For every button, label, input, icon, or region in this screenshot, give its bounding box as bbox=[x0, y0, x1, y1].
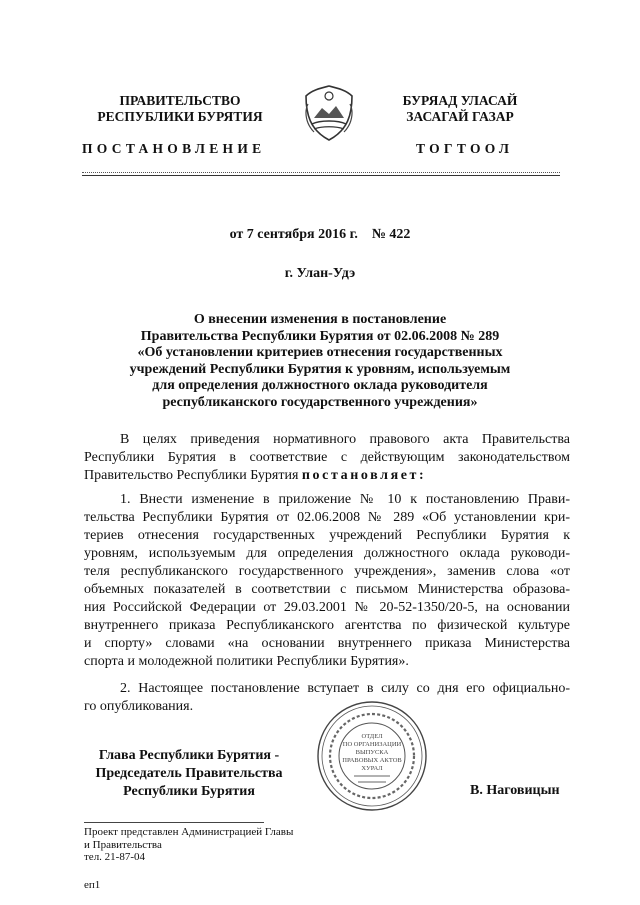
preamble-line bbox=[84, 467, 570, 485]
footer-line: и Правительства bbox=[84, 838, 162, 851]
item-1-line: и спорту» словами «на основании внутреннего приказа Министерства bbox=[84, 636, 570, 651]
seal-text-line: ВЫПУСКА bbox=[355, 749, 389, 756]
header-dotted-rule bbox=[82, 172, 560, 173]
item-1-line: теля республиканского государственного учреждения», заменив слова «от bbox=[84, 564, 570, 579]
signatory-title bbox=[84, 747, 294, 801]
signatory-title-line: Председатель Правительства bbox=[95, 766, 283, 781]
item-1-line: объемных показателей в соответствии с письмом Министерства образова- bbox=[84, 582, 570, 597]
item-1-line: териев отнесения государственных учреждений Республики Бурятия к bbox=[84, 528, 570, 543]
item-1-line: 1. Внести изменение в приложение № 10 к постановлению Прави- bbox=[120, 492, 570, 507]
preamble-line: Республики Бурятия в соответствие с действующим законодательством bbox=[84, 450, 570, 465]
header-right-line2: ЗАСАГАЙ ГАЗАР bbox=[406, 109, 514, 124]
header-left-line1: ПРАВИТЕЛЬСТВО bbox=[119, 93, 241, 108]
official-seal-stamp bbox=[316, 700, 428, 812]
header-right-line1: БУРЯАД УЛАСАЙ bbox=[402, 93, 518, 108]
item-1-line: уровням, используемым для определения должностного оклада руководи- bbox=[84, 546, 570, 561]
seal-text-line: ХУРАЛ bbox=[361, 765, 383, 772]
document-code: еп1 bbox=[84, 879, 101, 891]
item-1-line: ния Российской Федерации от 29.03.2001 № 20-52-1350/20-5, на основании bbox=[84, 600, 570, 615]
item-1-paragraph bbox=[84, 491, 570, 671]
item-2-line: го опубликования. bbox=[84, 699, 194, 714]
seal-text-line: ПРАВОВЫХ АКТОВ bbox=[342, 757, 402, 764]
decree-title bbox=[100, 312, 540, 411]
item-1-line: тельства Республики Бурятия от 02.06.2008 № 289 «Об установлении кри- bbox=[84, 510, 570, 525]
footer-note bbox=[84, 826, 293, 864]
header-right-block bbox=[360, 93, 560, 125]
seal-text-line: ПО ОРГАНИЗАЦИИ bbox=[342, 741, 402, 748]
decree-title-bua: ТОГТООЛ bbox=[416, 141, 514, 156]
signatory-name: В. Наговицын bbox=[470, 783, 560, 798]
title-line: «Об установлении критериев отнесения государственных bbox=[137, 345, 503, 360]
signatory-title-line: Республики Бурятия bbox=[123, 784, 255, 799]
footer-line: Проект представлен Администрацией Главы bbox=[84, 826, 294, 838]
decree-date-number: от 7 сентября 2016 г. № 422 bbox=[229, 227, 411, 242]
preamble-line: В целях приведения нормативного правового акта Правительства bbox=[120, 432, 570, 447]
footer-phone: тел. 21-87-04 bbox=[84, 851, 146, 863]
title-line: О внесении изменения в постановление bbox=[193, 312, 447, 327]
title-line: республиканского государственного учреждения» bbox=[162, 394, 478, 410]
item-1-line: спорта и молодежной политики Республики Бурятия». bbox=[84, 654, 409, 669]
header-solid-rule bbox=[82, 175, 560, 176]
preamble-text: Правительство Республики Бурятия bbox=[84, 468, 302, 483]
header-left-block bbox=[75, 93, 285, 125]
decree-city: г. Улан-Удэ bbox=[284, 266, 356, 281]
title-line: для определения должностного оклада руководителя bbox=[152, 378, 488, 393]
seal-text-line: ОТДЕЛ bbox=[361, 733, 383, 740]
item-2-line: 2. Настоящее постановление вступает в силу со дня его официально- bbox=[120, 681, 570, 696]
title-line: Правительства Республики Бурятия от 02.06.2008 № 289 bbox=[140, 328, 500, 344]
coat-of-arms-icon bbox=[302, 84, 356, 142]
header-left-line2: РЕСПУБЛИКИ БУРЯТИЯ bbox=[97, 109, 263, 124]
decree-title-ru: ПОСТАНОВЛЕНИЕ bbox=[82, 141, 266, 156]
preamble-paragraph bbox=[84, 431, 570, 485]
title-line: учреждений Республики Бурятия к уровням, используемым bbox=[129, 361, 511, 377]
signatory-title-line: Глава Республики Бурятия - bbox=[98, 748, 280, 763]
footer-rule bbox=[84, 822, 264, 823]
resolves-word: постановляет: bbox=[301, 468, 427, 483]
item-1-line: внутреннего приказа Республиканского агентства по физической культуре bbox=[84, 618, 570, 633]
